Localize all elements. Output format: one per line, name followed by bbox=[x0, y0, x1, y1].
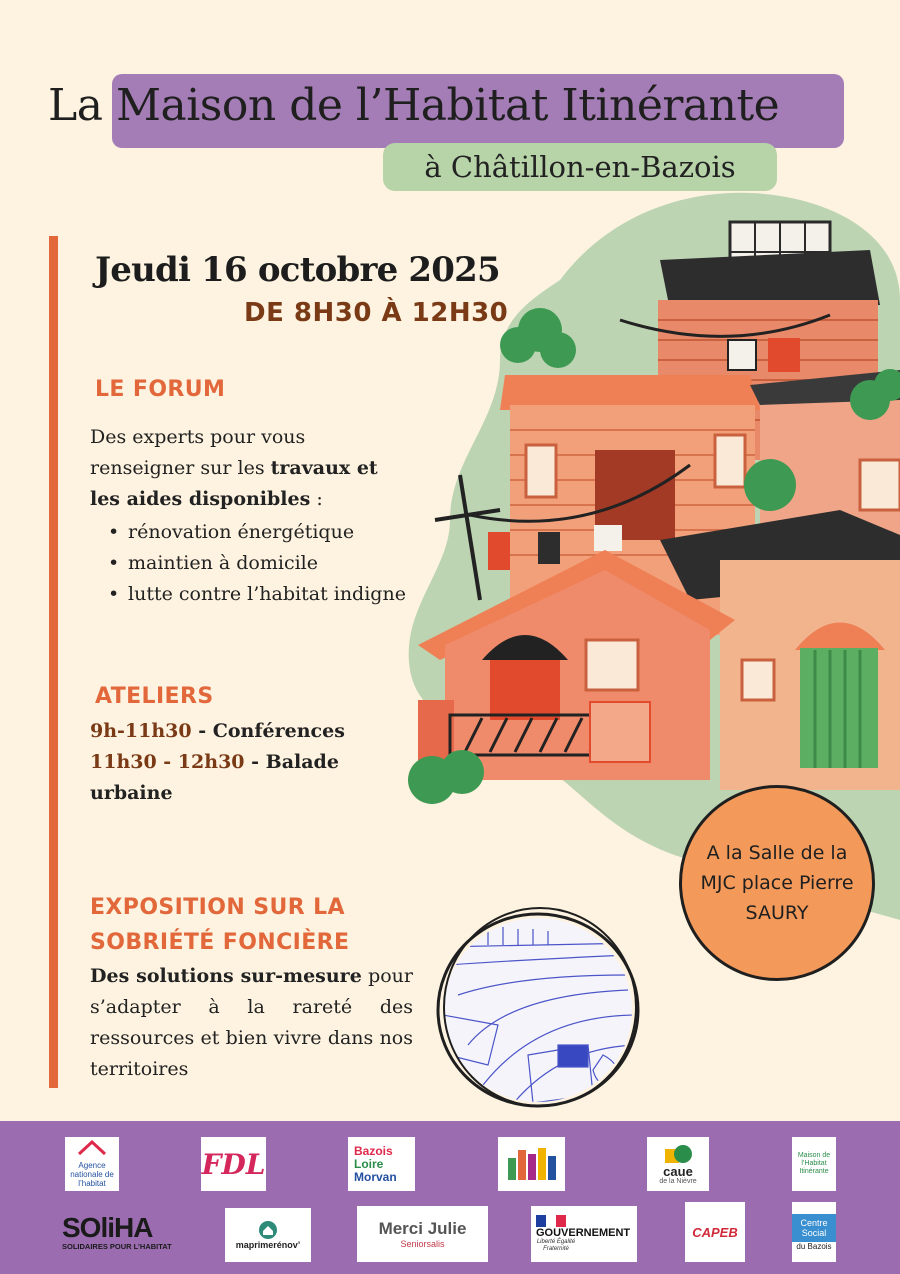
gouvernement-logo bbox=[531, 1206, 637, 1262]
expo-heading-line2: SOBRIÉTÉ FONCIÈRE bbox=[90, 930, 350, 955]
maprimerenov-logo bbox=[225, 1208, 311, 1262]
ateliers-heading: ATELIERS bbox=[95, 684, 214, 709]
session-row bbox=[90, 747, 420, 809]
merci-julie-sub: Seniorsalis bbox=[400, 1239, 445, 1249]
session-row bbox=[90, 716, 420, 747]
anah-logo bbox=[65, 1137, 119, 1191]
soliha-logo bbox=[62, 1214, 182, 1258]
gouvernement-label: GOUVERNEMENT bbox=[536, 1227, 631, 1239]
forum-intro-bold: travaux et les aides disponibles bbox=[90, 457, 378, 510]
expo-text-rest: pour s’adapter à la rareté des ressources et bien vivre dans nos territoires bbox=[90, 965, 413, 1080]
location-badge: A la Salle de la MJC place Pierre SAURY bbox=[679, 785, 875, 981]
forum-intro bbox=[90, 422, 400, 515]
pays-logo bbox=[498, 1137, 565, 1191]
accent-bar bbox=[49, 236, 58, 1088]
caue-logo bbox=[647, 1137, 709, 1191]
forum-heading: LE FORUM bbox=[95, 377, 226, 402]
blm-line1: Bazois bbox=[354, 1143, 393, 1158]
anah-logo-text bbox=[65, 1140, 119, 1188]
merci-julie-logo bbox=[357, 1206, 488, 1262]
expo-text-bold: Des solutions sur-mesure bbox=[90, 965, 362, 987]
ateliers-sessions bbox=[90, 716, 420, 809]
soliha-sub: SOLIDAIRES POUR L’HABITAT bbox=[62, 1242, 172, 1251]
blm-line3: Morvan bbox=[354, 1169, 397, 1184]
list-item: • rénovation énergétique bbox=[106, 517, 406, 548]
caue-sub: de la Nièvre bbox=[659, 1177, 697, 1185]
event-date: Jeudi 16 octobre 2025 bbox=[95, 250, 500, 290]
list-item: • lutte contre l’habitat indigne bbox=[106, 579, 406, 610]
fdl-logo bbox=[201, 1137, 266, 1191]
forum-intro-text: Des experts pour vous renseigner sur les bbox=[90, 426, 306, 479]
session-separator: - bbox=[244, 751, 266, 773]
page-subtitle: à Châtillon-en-Bazois bbox=[424, 150, 736, 184]
maprimerenov-house-icon bbox=[258, 1220, 278, 1240]
session-label: Conférences bbox=[212, 720, 345, 742]
session-time: 11h30 - 12h30 bbox=[90, 751, 245, 773]
pays-logo-icon bbox=[504, 1144, 560, 1184]
caue-mark-icon bbox=[663, 1143, 693, 1165]
expo-text bbox=[90, 961, 413, 1085]
expo-heading-line1: EXPOSITION SUR LA bbox=[90, 895, 345, 920]
capeb-logo bbox=[685, 1202, 745, 1262]
session-separator: - bbox=[191, 720, 213, 742]
centre-social-sub: du Bazois bbox=[796, 1241, 832, 1251]
blm-line2: Loire bbox=[354, 1156, 384, 1171]
anah-label: Agence nationale de l’habitat bbox=[70, 1161, 114, 1188]
event-hours: DE 8H30 À 12H30 bbox=[244, 298, 509, 328]
session-label: Balade urbaine bbox=[90, 751, 339, 804]
centre-social-logo bbox=[792, 1202, 836, 1262]
maprimerenov-label: maprimerénov’ bbox=[235, 1240, 301, 1250]
maison-habitat-label: Maison de l’Habitat Itinérante bbox=[797, 1152, 831, 1175]
bazois-loire-morvan-logo bbox=[348, 1137, 415, 1191]
caue-label: caue bbox=[663, 1163, 693, 1179]
merci-julie-label: Merci Julie bbox=[378, 1219, 467, 1238]
urban-sketch-illustration bbox=[428, 905, 650, 1115]
french-flag-icon bbox=[536, 1215, 566, 1227]
forum-topics-list bbox=[106, 517, 406, 610]
anah-mark-icon bbox=[75, 1140, 109, 1156]
gouvernement-sub: Liberté Égalité Fraternité bbox=[536, 1239, 576, 1252]
list-item: • maintien à domicile bbox=[106, 548, 406, 579]
page-title: La Maison de l’Habitat Itinérante bbox=[48, 80, 780, 131]
capeb-label: CAPEB bbox=[692, 1224, 738, 1240]
forum-intro-end: : bbox=[310, 488, 323, 510]
fdl-label: FDL bbox=[201, 1147, 266, 1181]
maison-habitat-logo bbox=[792, 1137, 836, 1191]
soliha-label: SOliHA bbox=[62, 1212, 153, 1243]
centre-social-label: Centre Social bbox=[792, 1214, 836, 1242]
session-time: 9h-11h30 bbox=[90, 720, 192, 742]
